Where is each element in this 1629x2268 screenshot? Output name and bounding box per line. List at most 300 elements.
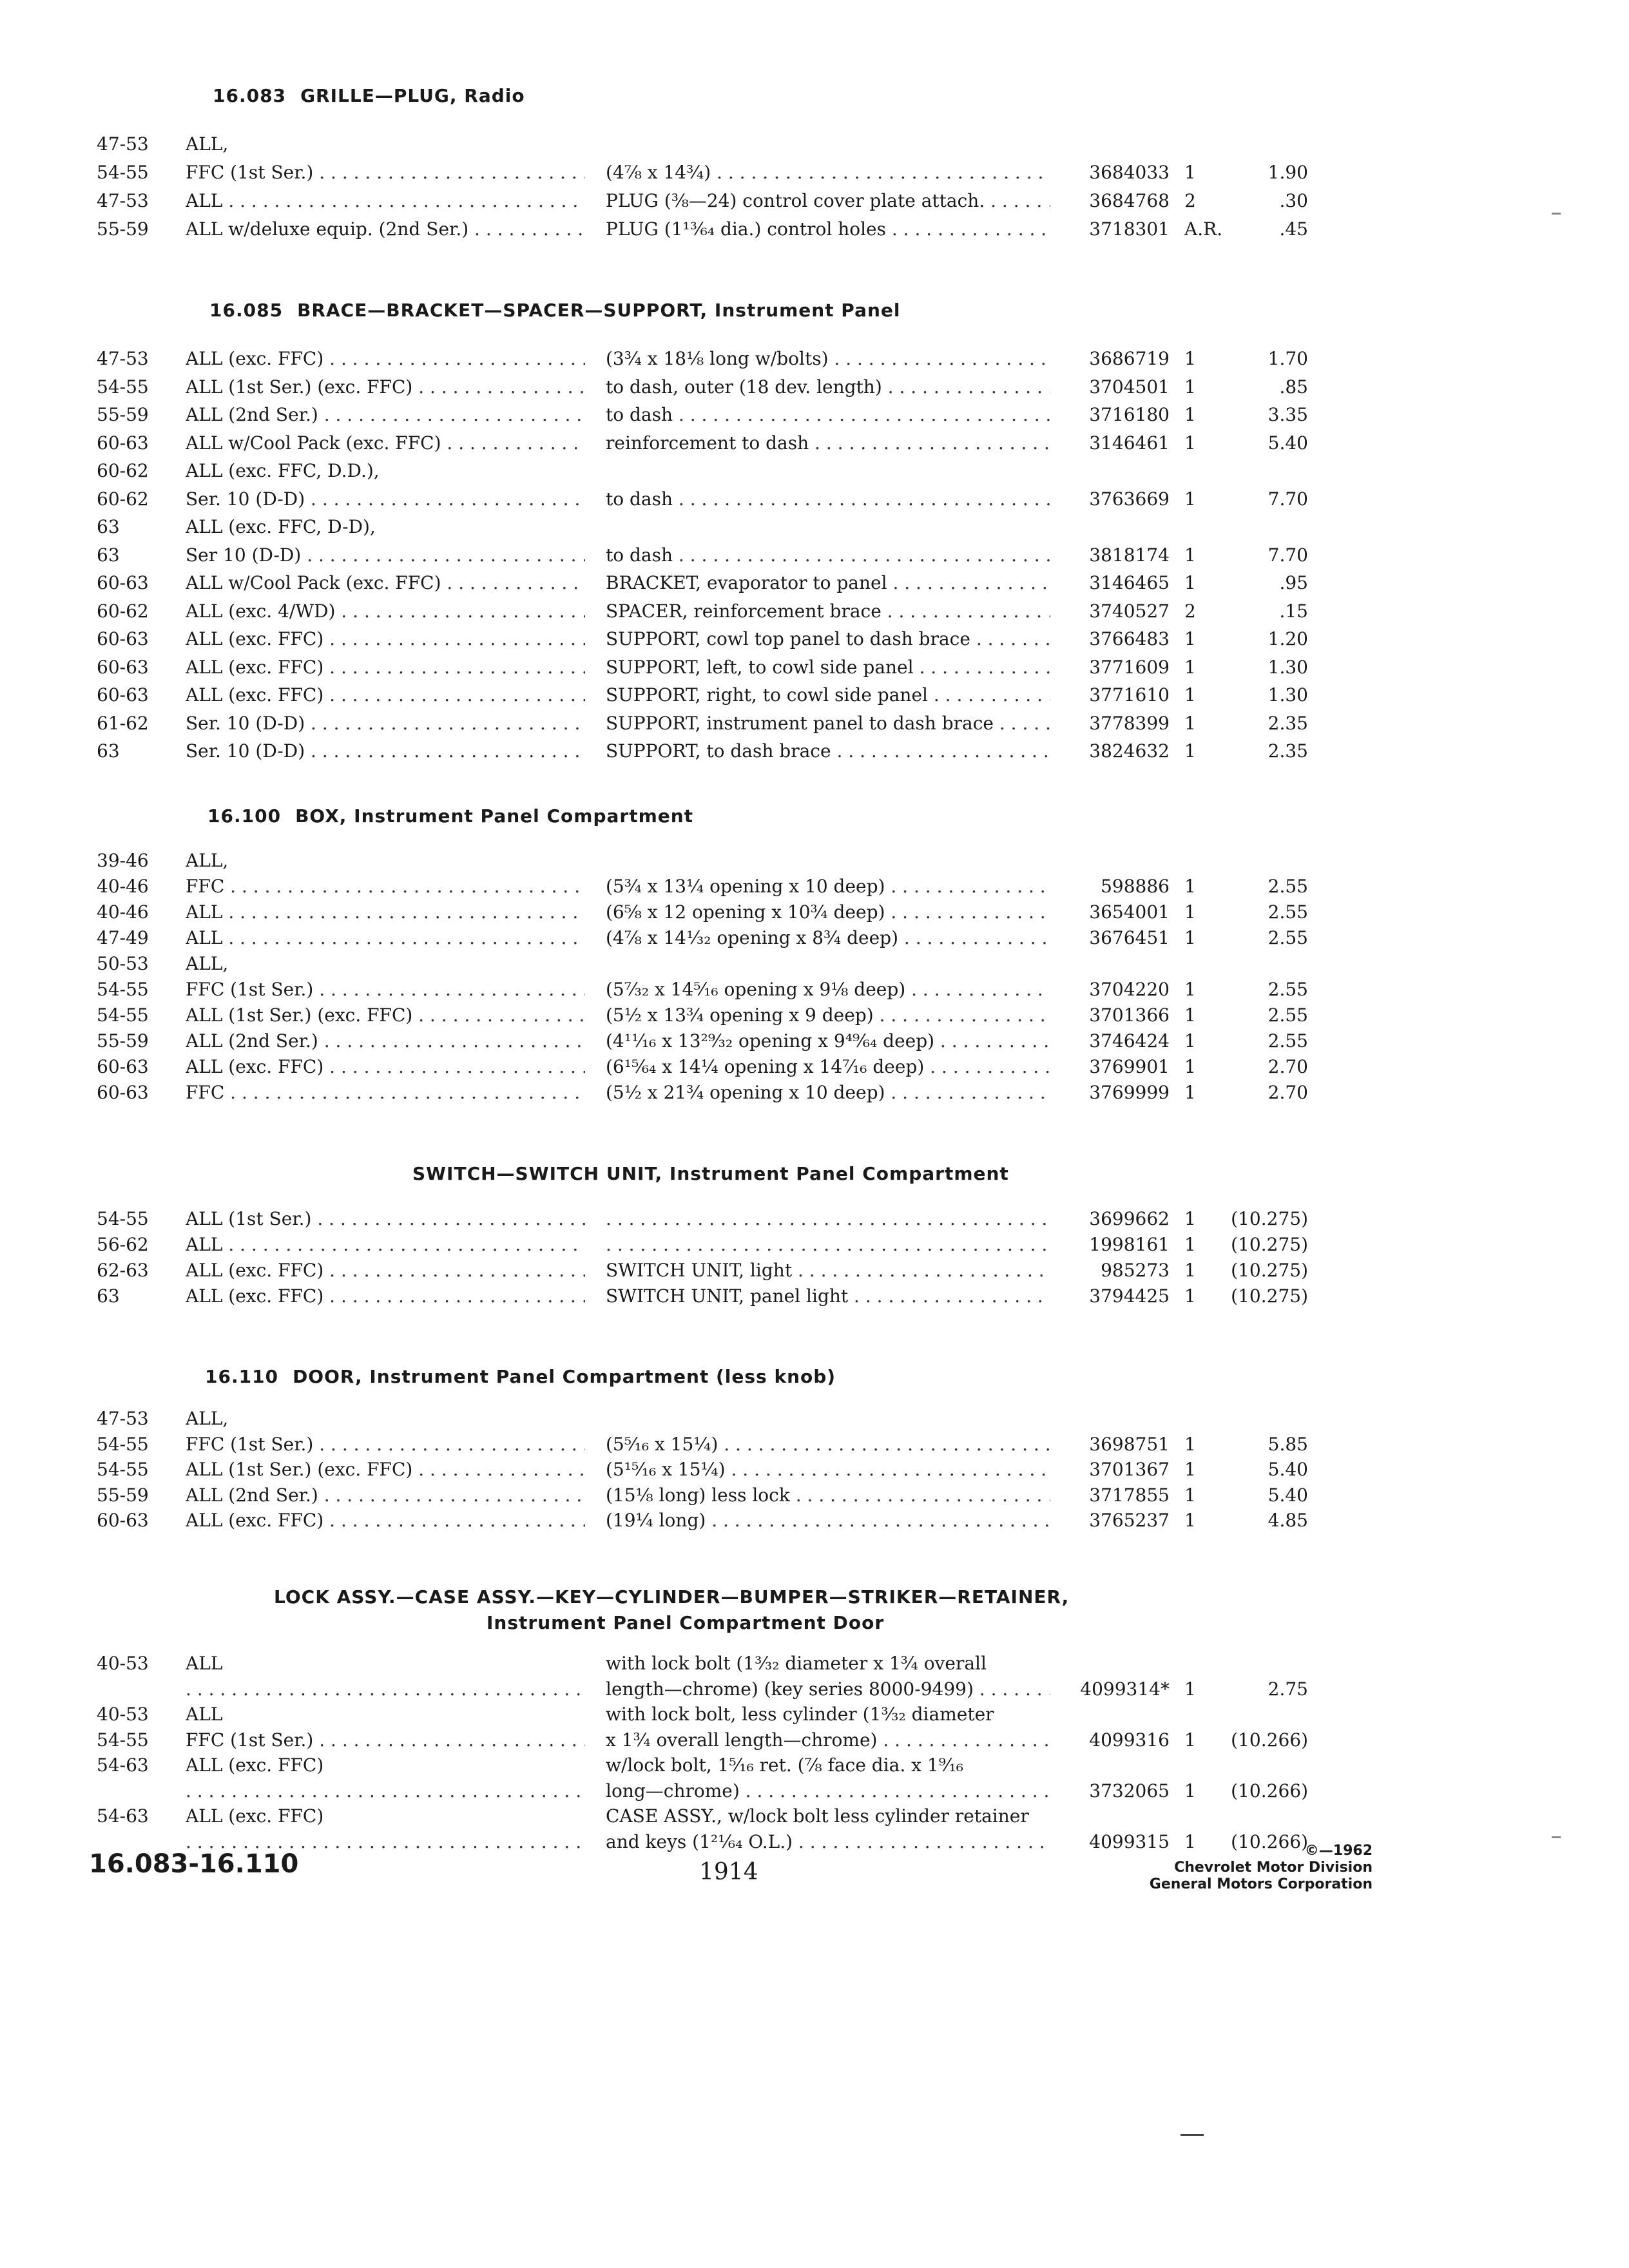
model-cell: ALL w/Cool Pack (exc. FFC) . . . <box>186 570 585 596</box>
description-cell: length—chrome) (key series 8000-9499) . . . <box>606 1677 1050 1702</box>
model-cell: ALL w/Cool Pack (exc. FFC) . . . <box>186 430 585 456</box>
part-number-cell: 3718301 <box>1089 218 1170 240</box>
part-number-cell: 3763669 <box>1089 488 1170 510</box>
quantity-cell: 1 <box>1184 572 1196 593</box>
description-cell: (4¹¹⁄₁₆ x 13²⁹⁄₃₂ opening x 9⁴⁹⁄₆₄ deep) . . . <box>606 1028 1050 1054</box>
description-cell: (5⁵⁄₁₆ x 15¼) . . . <box>606 1432 1050 1457</box>
table-row <box>0 486 1629 515</box>
years-cell: 55-59 <box>97 218 149 240</box>
description-cell: to dash . . . <box>606 486 1050 512</box>
publisher-block <box>1108 1843 1373 1893</box>
years-cell: 47-49 <box>97 927 149 948</box>
description-cell: SPACER, reinforcement brace . . . <box>606 599 1050 624</box>
description-cell: to dash, outer (18 dev. length) . . . <box>606 374 1050 400</box>
model-cell: ALL . . . <box>186 899 585 925</box>
years-cell: 54-55 <box>97 1004 149 1026</box>
years-cell: 55-59 <box>97 1484 149 1506</box>
section-number: 16.100 <box>207 805 282 827</box>
table-row <box>0 682 1629 711</box>
years-cell: 60-63 <box>97 684 149 706</box>
part-number-cell: 3701366 <box>1089 1004 1170 1026</box>
model-cell: ALL . . . <box>186 925 585 951</box>
part-number-cell: 3771610 <box>1089 684 1170 706</box>
table-row <box>0 626 1629 655</box>
part-number-cell: 3824632 <box>1089 740 1170 762</box>
table-row <box>0 188 1629 216</box>
model-cell: ALL (exc. FFC) . . . <box>186 346 585 372</box>
quantity-cell: 1 <box>1184 1433 1196 1455</box>
section-title <box>209 300 900 321</box>
price-cell: .45 <box>1279 218 1308 240</box>
table-row <box>0 131 1629 160</box>
model-cell: ALL (exc. FFC, D.D.), <box>186 460 380 481</box>
description-cell: long—chrome) . . . <box>606 1778 1050 1804</box>
description-cell: SUPPORT, left, to cowl side panel . . . <box>606 655 1050 680</box>
description-cell: with lock bolt (1³⁄₃₂ diameter x 1¾ overall <box>606 1653 987 1674</box>
price-cell: 1.30 <box>1268 684 1308 706</box>
section-title <box>274 1586 1069 1608</box>
description-cell: PLUG (⅜—24) control cover plate attach. . . . <box>606 188 1050 214</box>
years-cell: 60-63 <box>97 1056 149 1077</box>
table-row <box>0 1483 1629 1511</box>
years-cell: 63 <box>97 544 120 566</box>
table-row <box>0 599 1629 627</box>
quantity-cell: 1 <box>1184 432 1196 454</box>
years-cell: 54-55 <box>97 1433 149 1455</box>
quantity-cell: 1 <box>1184 1780 1196 1802</box>
model-cell: ALL (exc. FFC) . . . <box>186 1283 585 1309</box>
description-cell: (19¼ long) . . . <box>606 1508 1050 1533</box>
years-cell: 40-46 <box>97 876 149 897</box>
model-cell: ALL (exc. 4/WD) . . . <box>186 599 585 624</box>
part-number-cell: 3766483 <box>1089 628 1170 649</box>
quantity-cell: 1 <box>1184 1004 1196 1026</box>
years-cell: 39-46 <box>97 850 149 871</box>
table-row <box>0 1028 1629 1057</box>
description-cell: (6⅝ x 12 opening x 10¾ deep) . . . <box>606 899 1050 925</box>
description-cell: SWITCH UNIT, panel light . . . <box>606 1283 1050 1309</box>
model-cell: Ser. 10 (D-D) . . . <box>186 711 585 736</box>
table-row <box>0 1803 1629 1832</box>
model-cell: ALL (1st Ser.) (exc. FFC) . . . <box>186 374 585 400</box>
part-number-cell: 3676451 <box>1089 927 1170 948</box>
price-cell: 5.40 <box>1268 1484 1308 1506</box>
years-cell: 60-63 <box>97 1510 149 1531</box>
quantity-cell: 1 <box>1184 628 1196 649</box>
model-cell: ALL (exc. FFC, D-D), <box>186 516 376 537</box>
quantity-cell: 1 <box>1184 1678 1196 1700</box>
price-cell: .95 <box>1279 572 1308 593</box>
part-number-cell: 3769901 <box>1089 1056 1170 1077</box>
years-cell: 50-53 <box>97 953 149 974</box>
price-cell: 7.70 <box>1268 544 1308 566</box>
model-cell: ALL (1st Ser.) (exc. FFC) . . . <box>186 1003 585 1028</box>
section-number: 16.083 <box>213 85 287 106</box>
price-cell: 2.55 <box>1268 901 1308 923</box>
price-cell: 5.40 <box>1268 432 1308 454</box>
model-cell: ALL . . . <box>186 1232 585 1258</box>
page-number: 1914 <box>699 1859 758 1885</box>
table-row <box>0 1080 1629 1108</box>
price-cell: 2.35 <box>1268 740 1308 762</box>
model-cell: ALL (2nd Ser.) . . . <box>186 402 585 428</box>
table-row <box>0 655 1629 683</box>
part-number-cell: 1998161 <box>1089 1234 1170 1255</box>
part-number-cell: 4099316 <box>1089 1729 1170 1751</box>
price-cell: 1.20 <box>1268 628 1308 649</box>
section-title <box>207 805 693 827</box>
price-cell: 7.70 <box>1268 488 1308 510</box>
section-subheading: Instrument Panel Compartment Door <box>487 1612 885 1633</box>
scan-speck <box>1552 1836 1561 1838</box>
part-number-cell: 3704220 <box>1089 979 1170 1000</box>
part-number-cell: 3698751 <box>1089 1433 1170 1455</box>
table-row <box>0 899 1629 928</box>
quantity-cell: 1 <box>1184 1831 1196 1852</box>
table-row <box>0 160 1629 188</box>
table-row <box>0 430 1629 459</box>
years-cell: 60-63 <box>97 628 149 649</box>
price-cell: 2.55 <box>1268 979 1308 1000</box>
quantity-cell: 1 <box>1184 1729 1196 1751</box>
quantity-cell: 1 <box>1184 876 1196 897</box>
price-cell: .15 <box>1279 600 1308 622</box>
price-cell: 3.35 <box>1268 404 1308 425</box>
description-cell: w/lock bolt, 1⁵⁄₁₆ ret. (⅞ face dia. x 1⁹⁄₁₆ <box>606 1754 964 1776</box>
description-cell: (5½ x 21¾ opening x 10 deep) . . . <box>606 1080 1050 1106</box>
part-number-cell: 3146461 <box>1089 432 1170 454</box>
quantity-cell: 1 <box>1184 1234 1196 1255</box>
price-cell: 2.70 <box>1268 1056 1308 1077</box>
part-number-cell: 3686719 <box>1089 348 1170 369</box>
description-cell: (5½ x 13¾ opening x 9 deep) . . . <box>606 1003 1050 1028</box>
part-number-cell: 3778399 <box>1089 712 1170 734</box>
quantity-cell: 1 <box>1184 1484 1196 1506</box>
years-cell: 60-63 <box>97 432 149 454</box>
table-row <box>0 711 1629 739</box>
quantity-cell: 1 <box>1184 740 1196 762</box>
description-cell: BRACKET, evaporator to panel . . . <box>606 570 1050 596</box>
section-number: 16.110 <box>205 1366 279 1387</box>
years-cell: 40-46 <box>97 901 149 923</box>
section-title <box>213 85 525 106</box>
part-number-cell: 3740527 <box>1089 600 1170 622</box>
description-cell <box>606 1206 1050 1232</box>
years-cell: 47-53 <box>97 1408 149 1429</box>
quantity-cell: 1 <box>1184 1510 1196 1531</box>
table-row <box>0 1432 1629 1460</box>
part-number-cell: 3684033 <box>1089 162 1170 183</box>
quantity-cell: 1 <box>1184 712 1196 734</box>
description-cell: (6¹⁵⁄₆₄ x 14¼ opening x 14⁷⁄₁₆ deep) . . . <box>606 1054 1050 1080</box>
model-cell: ALL (exc. FFC) <box>186 1754 324 1776</box>
model-cell: ALL . . . <box>186 188 585 214</box>
price-cell: 2.75 <box>1268 1678 1308 1700</box>
years-cell: 54-55 <box>97 979 149 1000</box>
section-title <box>205 1366 836 1387</box>
years-cell: 47-53 <box>97 190 149 211</box>
table-row <box>0 1778 1629 1807</box>
model-cell: ALL, <box>186 850 229 871</box>
model-cell: FFC (1st Ser.) . . . <box>186 977 585 1003</box>
part-number-cell: 3732065 <box>1089 1780 1170 1802</box>
scan-speck <box>1552 213 1561 215</box>
quantity-cell: 1 <box>1184 1285 1196 1307</box>
model-cell <box>186 1778 585 1804</box>
description-cell: SUPPORT, right, to cowl side panel . . . <box>606 682 1050 708</box>
years-cell: 54-55 <box>97 162 149 183</box>
years-cell: 60-63 <box>97 1082 149 1103</box>
years-cell: 55-59 <box>97 1030 149 1052</box>
section-subtitle <box>487 1612 884 1633</box>
price-cell: 1.30 <box>1268 656 1308 678</box>
table-row <box>0 374 1629 403</box>
description-cell: (5⁷⁄₃₂ x 14⁵⁄₁₆ opening x 9⅛ deep) . . . <box>606 977 1050 1003</box>
division: Chevrolet Motor Division <box>1174 1860 1373 1876</box>
part-number-cell: 598886 <box>1101 876 1170 897</box>
quantity-cell: 1 <box>1184 1260 1196 1281</box>
section-heading: GRILLE—PLUG, Radio <box>300 85 525 106</box>
quantity-cell: 1 <box>1184 656 1196 678</box>
years-cell: 61-62 <box>97 712 149 734</box>
price-cell: (10.266) <box>1231 1780 1308 1802</box>
description-cell: to dash . . . <box>606 402 1050 428</box>
price-cell: .85 <box>1279 376 1308 398</box>
years-cell: 47-53 <box>97 133 149 155</box>
years-cell: 62-63 <box>97 1260 149 1281</box>
description-cell: (3¾ x 18⅛ long w/bolts) . . . <box>606 346 1050 372</box>
price-cell: 5.85 <box>1268 1433 1308 1455</box>
years-cell: 60-63 <box>97 572 149 593</box>
years-cell: 40-53 <box>97 1704 149 1725</box>
years-cell: 60-62 <box>97 600 149 622</box>
copyright: ©—1962 <box>1304 1843 1373 1859</box>
table-row <box>0 848 1629 876</box>
price-cell: (10.275) <box>1231 1208 1308 1229</box>
table-row <box>0 402 1629 430</box>
table-row <box>0 1651 1629 1679</box>
quantity-cell: 1 <box>1184 1030 1196 1052</box>
description-cell: SUPPORT, cowl top panel to dash brace . . . <box>606 626 1050 652</box>
model-cell: ALL (exc. FFC) . . . <box>186 1258 585 1283</box>
description-cell: (4⅞ x 14¹⁄₃₂ opening x 8¾ deep) . . . <box>606 925 1050 951</box>
price-cell: 1.90 <box>1268 162 1308 183</box>
table-row <box>0 1677 1629 1705</box>
description-cell: with lock bolt, less cylinder (1³⁄₃₂ diameter <box>606 1704 994 1725</box>
table-row <box>0 738 1629 767</box>
years-cell: 47-53 <box>97 348 149 369</box>
model-cell: ALL (exc. FFC) . . . <box>186 655 585 680</box>
model-cell: ALL, <box>186 953 229 974</box>
part-number-cell: 3818174 <box>1089 544 1170 566</box>
price-cell: 2.55 <box>1268 927 1308 948</box>
years-cell: 54-55 <box>97 1459 149 1480</box>
years-cell: 55-59 <box>97 404 149 425</box>
years-cell: 63 <box>97 1285 120 1307</box>
description-cell: (15⅛ long) less lock . . . <box>606 1483 1050 1508</box>
description-cell: SWITCH UNIT, light . . . <box>606 1258 1050 1283</box>
quantity-cell: 1 <box>1184 979 1196 1000</box>
part-number-cell: 3701367 <box>1089 1459 1170 1480</box>
part-number-cell: 3771609 <box>1089 656 1170 678</box>
part-number-cell: 3769999 <box>1089 1082 1170 1103</box>
table-row <box>0 1508 1629 1536</box>
part-number-cell: 3746424 <box>1089 1030 1170 1052</box>
section-heading: BOX, Instrument Panel Compartment <box>295 805 694 827</box>
years-cell: 40-53 <box>97 1653 149 1674</box>
part-number-cell: 3765237 <box>1089 1510 1170 1531</box>
price-cell: (10.266) <box>1231 1831 1308 1852</box>
model-cell: ALL (2nd Ser.) . . . <box>186 1483 585 1508</box>
years-cell: 60-62 <box>97 460 149 481</box>
description-cell: (5¹⁵⁄₁₆ x 15¼) . . . <box>606 1457 1050 1483</box>
table-row <box>0 1003 1629 1031</box>
price-cell: 2.55 <box>1268 1030 1308 1052</box>
quantity-cell: 1 <box>1184 376 1196 398</box>
quantity-cell: 1 <box>1184 348 1196 369</box>
price-cell: (10.275) <box>1231 1234 1308 1255</box>
part-number-cell: 3704501 <box>1089 376 1170 398</box>
description-cell: reinforcement to dash . . . <box>606 430 1050 456</box>
price-cell: (10.275) <box>1231 1260 1308 1281</box>
table-row <box>0 346 1629 374</box>
model-cell: ALL, <box>186 1408 229 1429</box>
table-row <box>0 1054 1629 1082</box>
description-cell: SUPPORT, to dash brace . . . <box>606 738 1050 764</box>
model-cell: ALL (exc. FFC) <box>186 1805 324 1827</box>
model-cell: FFC . . . <box>186 874 585 899</box>
table-row <box>0 1702 1629 1730</box>
table-row <box>0 1206 1629 1235</box>
table-row <box>0 874 1629 902</box>
price-cell: 4.85 <box>1268 1510 1308 1531</box>
table-row <box>0 1232 1629 1260</box>
description-cell: to dash . . . <box>606 543 1050 568</box>
scan-speck <box>1181 2134 1204 2136</box>
quantity-cell: 1 <box>1184 488 1196 510</box>
part-number-cell: 4099315 <box>1089 1831 1170 1852</box>
part-number-cell: 3717855 <box>1089 1484 1170 1506</box>
price-cell: (10.266) <box>1231 1729 1308 1751</box>
description-cell: (4⅞ x 14¾) . . . <box>606 160 1050 186</box>
model-cell: ALL (1st Ser.) (exc. FFC) . . . <box>186 1457 585 1483</box>
model-cell: FFC . . . <box>186 1080 585 1106</box>
price-cell: (10.275) <box>1231 1285 1308 1307</box>
model-cell: ALL (exc. FFC) . . . <box>186 1508 585 1533</box>
model-cell: FFC (1st Ser.) . . . <box>186 160 585 186</box>
quantity-cell: 1 <box>1184 1056 1196 1077</box>
quantity-cell: 1 <box>1184 684 1196 706</box>
description-cell: (5¾ x 13¼ opening x 10 deep) . . . <box>606 874 1050 899</box>
years-cell: 54-63 <box>97 1805 149 1827</box>
table-row <box>0 977 1629 1005</box>
quantity-cell: 1 <box>1184 404 1196 425</box>
quantity-cell: 1 <box>1184 1208 1196 1229</box>
quantity-cell: 1 <box>1184 927 1196 948</box>
description-cell: SUPPORT, instrument panel to dash brace . . . <box>606 711 1050 736</box>
years-cell: 63 <box>97 516 120 537</box>
part-number-cell: 3699662 <box>1089 1208 1170 1229</box>
model-cell: ALL (2nd Ser.) . . . <box>186 1028 585 1054</box>
model-cell: Ser. 10 (D-D) . . . <box>186 486 585 512</box>
model-cell <box>186 1677 585 1702</box>
table-row <box>0 543 1629 571</box>
years-cell: 54-55 <box>97 1729 149 1751</box>
years-cell: 54-63 <box>97 1754 149 1776</box>
model-cell: ALL (1st Ser.) . . . <box>186 1206 585 1232</box>
years-cell: 63 <box>97 740 120 762</box>
section-number: 16.085 <box>209 300 284 321</box>
quantity-cell: 1 <box>1184 544 1196 566</box>
table-row <box>0 951 1629 979</box>
model-cell: ALL, <box>186 133 229 155</box>
section-heading: DOOR, Instrument Panel Compartment (less knob) <box>293 1366 836 1387</box>
part-number-cell: 4099314* <box>1080 1678 1170 1700</box>
years-cell: 56-62 <box>97 1234 149 1255</box>
model-cell: Ser 10 (D-D) . . . <box>186 543 585 568</box>
description-cell: PLUG (1¹³⁄₆₄ dia.) control holes . . . <box>606 216 1050 242</box>
part-number-cell: 3654001 <box>1089 901 1170 923</box>
corporation: General Motors Corporation <box>1149 1876 1373 1892</box>
description-cell: x 1¾ overall length—chrome) . . . <box>606 1727 1050 1753</box>
years-cell: 60-63 <box>97 656 149 678</box>
model-cell: FFC (1st Ser.) . . . <box>186 1432 585 1457</box>
table-row <box>0 925 1629 954</box>
model-cell: ALL (exc. FFC) . . . <box>186 626 585 652</box>
model-cell: Ser. 10 (D-D) . . . <box>186 738 585 764</box>
part-number-cell: 3146465 <box>1089 572 1170 593</box>
description-cell: CASE ASSY., w/lock bolt less cylinder retainer <box>606 1805 1029 1827</box>
page-range: 16.083-16.110 <box>89 1849 299 1879</box>
price-cell: 2.55 <box>1268 1004 1308 1026</box>
price-cell: .30 <box>1279 190 1308 211</box>
quantity-cell: 1 <box>1184 1459 1196 1480</box>
quantity-cell: 1 <box>1184 1082 1196 1103</box>
section-title <box>412 1163 1009 1184</box>
table-row <box>0 1753 1629 1781</box>
quantity-cell: 2 <box>1184 600 1196 622</box>
table-row <box>0 1283 1629 1312</box>
model-cell: ALL <box>186 1653 223 1674</box>
part-number-cell: 3794425 <box>1089 1285 1170 1307</box>
table-row <box>0 1258 1629 1286</box>
part-number-cell: 3684768 <box>1089 190 1170 211</box>
price-cell: 1.70 <box>1268 348 1308 369</box>
years-cell: 54-55 <box>97 376 149 398</box>
part-number-cell: 985273 <box>1101 1260 1170 1281</box>
model-cell: ALL w/deluxe equip. (2nd Ser.) . . . <box>186 216 585 242</box>
table-row <box>0 1457 1629 1485</box>
table-row <box>0 1406 1629 1434</box>
years-cell: 60-62 <box>97 488 149 510</box>
table-row <box>0 514 1629 543</box>
section-heading: SWITCH—SWITCH UNIT, Instrument Panel Compartment <box>412 1163 1009 1184</box>
section-heading: LOCK ASSY.—CASE ASSY.—KEY—CYLINDER—BUMPER—STRIKER—RETAINER, <box>274 1586 1070 1608</box>
price-cell: 5.40 <box>1268 1459 1308 1480</box>
years-cell: 54-55 <box>97 1208 149 1229</box>
table-row <box>0 458 1629 486</box>
section-heading: BRACE—BRACKET—SPACER—SUPPORT, Instrument Panel <box>297 300 901 321</box>
part-number-cell: 3716180 <box>1089 404 1170 425</box>
model-cell: FFC (1st Ser.) . . . <box>186 1727 585 1753</box>
description-cell <box>606 1232 1050 1258</box>
model-cell: ALL (exc. FFC) . . . <box>186 682 585 708</box>
quantity-cell: A.R. <box>1184 218 1223 240</box>
price-cell: 2.55 <box>1268 876 1308 897</box>
quantity-cell: 1 <box>1184 162 1196 183</box>
price-cell: 2.35 <box>1268 712 1308 734</box>
model-cell: ALL <box>186 1704 223 1725</box>
